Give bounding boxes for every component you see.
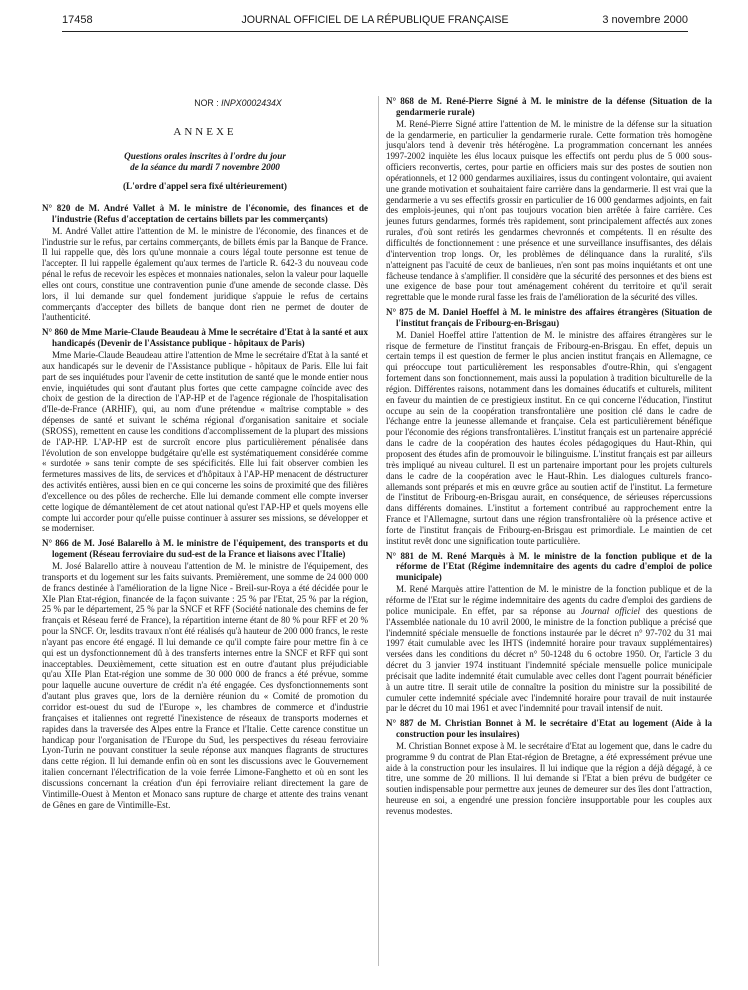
question-875 [386,307,712,547]
question-868 [386,96,712,303]
question-body: M. José Balarello attire à nouveau l'attention de M. le ministre de l'équipement, des transports et du logement sur les faits suivants. Premièrement, une somme de 24 000 000 de francs destinée à l'amélioration de la ligne Nice - Breil-sur-Roya a été décidée pour le XIe Plan Etat-région, financée de la façon suivante : 25 % par l'Etat, 25 % par la région, 25 % par le département, 25 % par la SNCF et RFF (Société nationale des chemins de fer français et Réseau ferré de France), la répartition interne étant de 80 % pour RFF et 20 % pour la SNCF. Or, lesdits travaux n'ont été réalisés qu'à hauteur de 200 000 francs, le reste n'ayant pas encore été engagé. Il lui demande ce qu'il compte faire pour mettre fin à ce qui est un dysfonctionnement dû à des transferts internes entre la SNCF et RFF qui sont inacceptables. Deuxièmement, cette situation est en outre d'autant plus préjudiciable qu'au XIIe Plan Etat-région une somme de 30 000 000 de francs a été prévue, somme pour laquelle aucune ouverture de crédit n'a été engagée. Ces dysfonctionnements sont d'autant plus graves que, lors de la dernière réunion du « Comité de promotion du corridor est-ouest du sud de l'Europe », les chambres de commerce et d'industrie françaises et italiennes ont regretté l'inexistence de réseaux de transports modernes et rapides dans la traversée des Alpes entre la France et l'Italie. Cette carence constitue un handicap pour l'organisation de l'Europe du Sud, les perspectives du réseau ferroviaire Lyon-Turin ne pouvant constituer la seule réponse aux manques flagrants de structures dans cette région. Il lui demande enfin où en sont les discussions avec le Gouvernement italien concernant l'électrification de la voie ferrée Limone-Fanghetto et où en sont les discussions concernant la création d'un épi ferroviaire reliant directement la gare de Vintimille-Ouest à Menton et Monaco sans rupture de charge et attente des trains venant de Gênes en gare de Vintimille-Est. [42,561,369,810]
question-body: M. André Vallet attire l'attention de M. le ministre de l'économie, des finances et de l'industrie sur le refus, par certains commerçants, de billets émis par la Banque de France. Il lui rappelle que, dès lors qu'une monnaie a cours légal toute personne est tenue de l'accepter. Il lui rappelle également qu'aux termes de l'article R. 642-3 du nouveau code pénal le refus de recevoir les espèces et monnaies nationales, selon la valeur pour laquelle elles ont cours, constitue une contravention punie d'une amende de seconde classe. Dès lors, il lui demande sur quel fondement juridique s'appuie le refus de certains commerçants d'accepter des billets de banque dont rien ne permet de douter de l'authenticité. [42,225,368,323]
body-italic: Journal officiel [580,605,640,616]
right-column [386,96,712,821]
questions-title [42,151,368,173]
nor-reference [118,98,358,108]
question-887 [386,718,712,817]
nor-code: INPX0002434X [221,98,282,108]
nor-label: NOR : [194,98,219,108]
question-heading: N° 860 de Mme Marie-Claude Beaudeau à Mme le secrétaire d'Etat à la santé et aux handicapés (Devenir de l'Assistance publique - hôpitaux de Paris) [42,327,368,349]
question-body: M. Daniel Hoeffel attire l'attention de M. le ministre des affaires étrangères sur le risque de fermeture de l'institut français de Fribourg-en-Brisgau. En effet, depuis un certain temps il est question de fermer le plus ancien institut français en Allemagne, ce qui préoccupe tout particulièrement les responsables d'outre-Rhin, qui s'engagent fortement dans son fonctionnement, mais aussi la population à tradition biculturelle de la région. Différentes raisons, notamment dans les domaines éducatifs et culturels, militent en faveur du maintien de ce prestigieux institut. En ce qui concerne l'éducation, l'institut occupe au sein de la coopération transfrontalière une position clé dans le cadre de l'échange entre la jeunesse allemande et française. Cela est particulièrement bénéfique pour l'économie des régions transfrontalières. L'institut français est un partenaire apprécié dans le cadre de la coopération des hautes écoles pédagogiques du Haut-Rhin, qui proposent des études afin de promouvoir le bilinguisme. L'institut français est par ailleurs très impliqué au niveau culturel. Il est un partenaire important pour les projets culturels dans le cadre de la coopération avec le Haut-Rhin. Les dialogues culturels franco-allemands sont préparés et mis en œuvre grâce au soutien actif de l'institut. La fermeture de l'institut de Fribourg-en-Brisgau aurait, en conséquence, de sérieuses répercussions dans différents domaines. L'institut a fortement contribué au rapprochement entre la France et l'Allemagne, surtout dans une région transfrontalière où la présence active et forte de l'institut français de Fribourg-en-Brisgau est primordiale. Le maintien de cet institut revêt donc une signification toute particulière. [386,329,712,546]
left-column [42,203,368,814]
question-860 [42,327,368,534]
body-text: M. René Marquès attire l'attention de M. le ministre de la fonction publique et de la réforme de l'Etat sur le régime indemnitaire des agents du cadre d'emploi des gardiens de police municipale. En effet, par sa réponse au [386,584,712,616]
question-heading: N° 875 de M. Daniel Hoeffel à M. le ministre des affaires étrangères (Situation de l'institut français de Fribourg-en-Brisgau) [386,307,712,328]
question-heading: N° 820 de M. André Vallet à M. le ministre de l'économie, des finances et de l'industrie (Refus d'acceptation de certains billets par les commerçants) [42,203,368,224]
appel-note: (L'ordre d'appel sera fixé ultérieurement) [123,181,287,191]
body-text: des questions de l'Assemblée nationale du 10 avril 2000, le ministre de la fonction publique a précisé que l'indemnité spéciale mensuelle de fonctions instaurée par le décret n° 97-702 du 31 mai 1997 était cumulable avec les IHTS (indemnité horaire pour travaux supplémentaires) versées dans les conditions du décret n° 50-1248 du 6 octobre 1950. Or, l'article 3 du décret du 3 janvier 1974 instituant l'indemnité spéciale mensuelle police municipale précisait que ladite indemnité était cumulable avec celles dont l'agent pourrait bénéficier à un autre titre. Il serait utile de connaître la position du ministre sur la possibilité de cumuler cette indemnité spéciale avec l'indemnité horaire pour travail de nuit instaurée par le décret du 10 mai 1961 et avec l'indemnité pour travail intensif de nuit. [386,605,713,714]
page-header [62,14,688,30]
page-number: 17458 [62,14,93,26]
column-divider [378,96,379,966]
question-heading: N° 868 de M. René-Pierre Signé à M. le ministre de la défense (Situation de la gendarmerie rurale) [386,96,712,117]
issue-date: 3 novembre 2000 [602,14,688,26]
annexe-title: ANNEXE [173,126,237,138]
question-body [386,584,712,714]
question-866 [42,538,368,810]
question-820 [42,203,368,323]
journal-title: JOURNAL OFFICIEL DE LA RÉPUBLIQUE FRANÇAISE [241,14,509,26]
question-881 [386,551,712,715]
questions-title-line2: de la séance du mardi 7 novembre 2000 [130,161,280,172]
question-body: M. René-Pierre Signé attire l'attention de M. le ministre de la défense sur la situation de la gendarmerie, en particulier la gendarmerie rurale. Cette formation très homogène jusqu'alors tend à devenir très hétérogène. La programmation concernant les années 1997-2002 inquiète les élus locaux puisque les effectifs ont perdu plus de 5 000 sous-officiers reconvertis, certes, pour partie en officiers mais sur des postes de soutien non opérationnels, et 12 000 gendarmes auxiliaires, issus du contingent volontaire, qui avaient une grande motivation et souhaitaient faire carrière dans la gendarmerie. Il est vrai que la gendarmerie a vu ses effectifs grossir en particulier de 16 000 gendarmes adjoints, en fait des emplois-jeunes, qui n'ont pas toujours vocation bien arrêtée à faire carrière. Ces jeunes futurs gendarmes, formés très rapidement, sont principalement affectés aux zones rurales, d'où sont retirés les gendarmes chevronnés et compétents. Il en résulte des difficultés de fonctionnement : une présence et une surveillance insuffisantes, des délais d'intervention trop longs. Or, les problèmes de délinquance dans la ruralité, s'ils n'atteignent pas l'acuité de ceux de banlieues, n'en sont pas moins inquiétants et ont une fâcheuse tendance à s'amplifier. Il considère que la sécurité des personnes et des biens est une exigence de base pour tout aménagement cohérent du territoire et qu'il serait regrettable que le monde rural fasse les frais de l'amélioration de la sécurité des villes. [386,118,712,303]
questions-title-line1: Questions orales inscrites à l'ordre du jour [124,151,286,161]
question-heading: N° 881 de M. René Marquès à M. le ministre de la fonction publique et de la réforme de l'Etat (Régime indemnitaire des agents du cadre d'emploi de police municipale) [386,550,712,583]
question-heading: N° 887 de M. Christian Bonnet à M. le secrétaire d'Etat au logement (Aide à la construction pour les insulaires) [386,718,712,740]
question-heading: N° 866 de M. José Balarello à M. le ministre de l'équipement, des transports et du logement (Réseau ferroviaire du sud-est de la France et liaisons avec l'Italie) [42,538,368,560]
header-rule [62,31,688,32]
question-body: M. Christian Bonnet expose à M. le secrétaire d'Etat au logement que, dans le cadre du programme 9 du contrat de Plan Etat-région de Bretagne, a été expressément prévue une aide à la construction pour les insulaires. Il lui indique que la région a déjà dégagé, à ce titre, une somme de 20 millions. Il lui demande si l'Etat a bien prévu de budgéter ce soutien indispensable pour permettre aux jeunes de demeurer sur des îles dont l'attraction, heureuse en soi, a engendré une pression foncière insupportable pour les couples aux revenus modestes. [386,740,712,816]
question-body: Mme Marie-Claude Beaudeau attire l'attention de Mme le secrétaire d'Etat à la santé et aux handicapés sur le devenir de l'Assistance publique - hôpitaux de Paris. Elle lui fait part de ses inquiétudes pour l'avenir de cette institution de santé que le monde entier nous envie, inquiétudes qui sont d'autant plus fortes que cette campagne coïncide avec des choix de gestion de la direction de l'AP-HP et de l'agence régionale de l'hospitalisation d'Ile-de-France (ARHIF), qui, au nom d'une prétendue « maîtrise comptable » des dépenses de santé et suivant le schéma régional d'organisation sanitaire et sociale (SROSS), remettent en cause les conditions d'accomplissement de la plupart des missions de l'AP-HP. L'AP-HP est de surcroît encore plus particulièrement pénalisée dans l'évolution de son enveloppe budgétaire qu'elle est systématiquement considérée comme « surdotée » sans tenir compte de ses spécificités. Elle lui fait observer combien les fermetures massives de lits, de services et d'hôpitaux à l'AP-HP menacent de déstructurer des activités entières, aussi bien en ce qui concerne les soins de proximité que des filières d'excellence ou des pôles de recherche. Elle lui demande comment elle compte inverser cette logique de démantèlement de cet atout national qu'est l'AP-HP et quels moyens elle compte lui accorder pour qu'elle puisse continuer à assurer ses missions, se développer et se moderniser. [42,349,368,534]
